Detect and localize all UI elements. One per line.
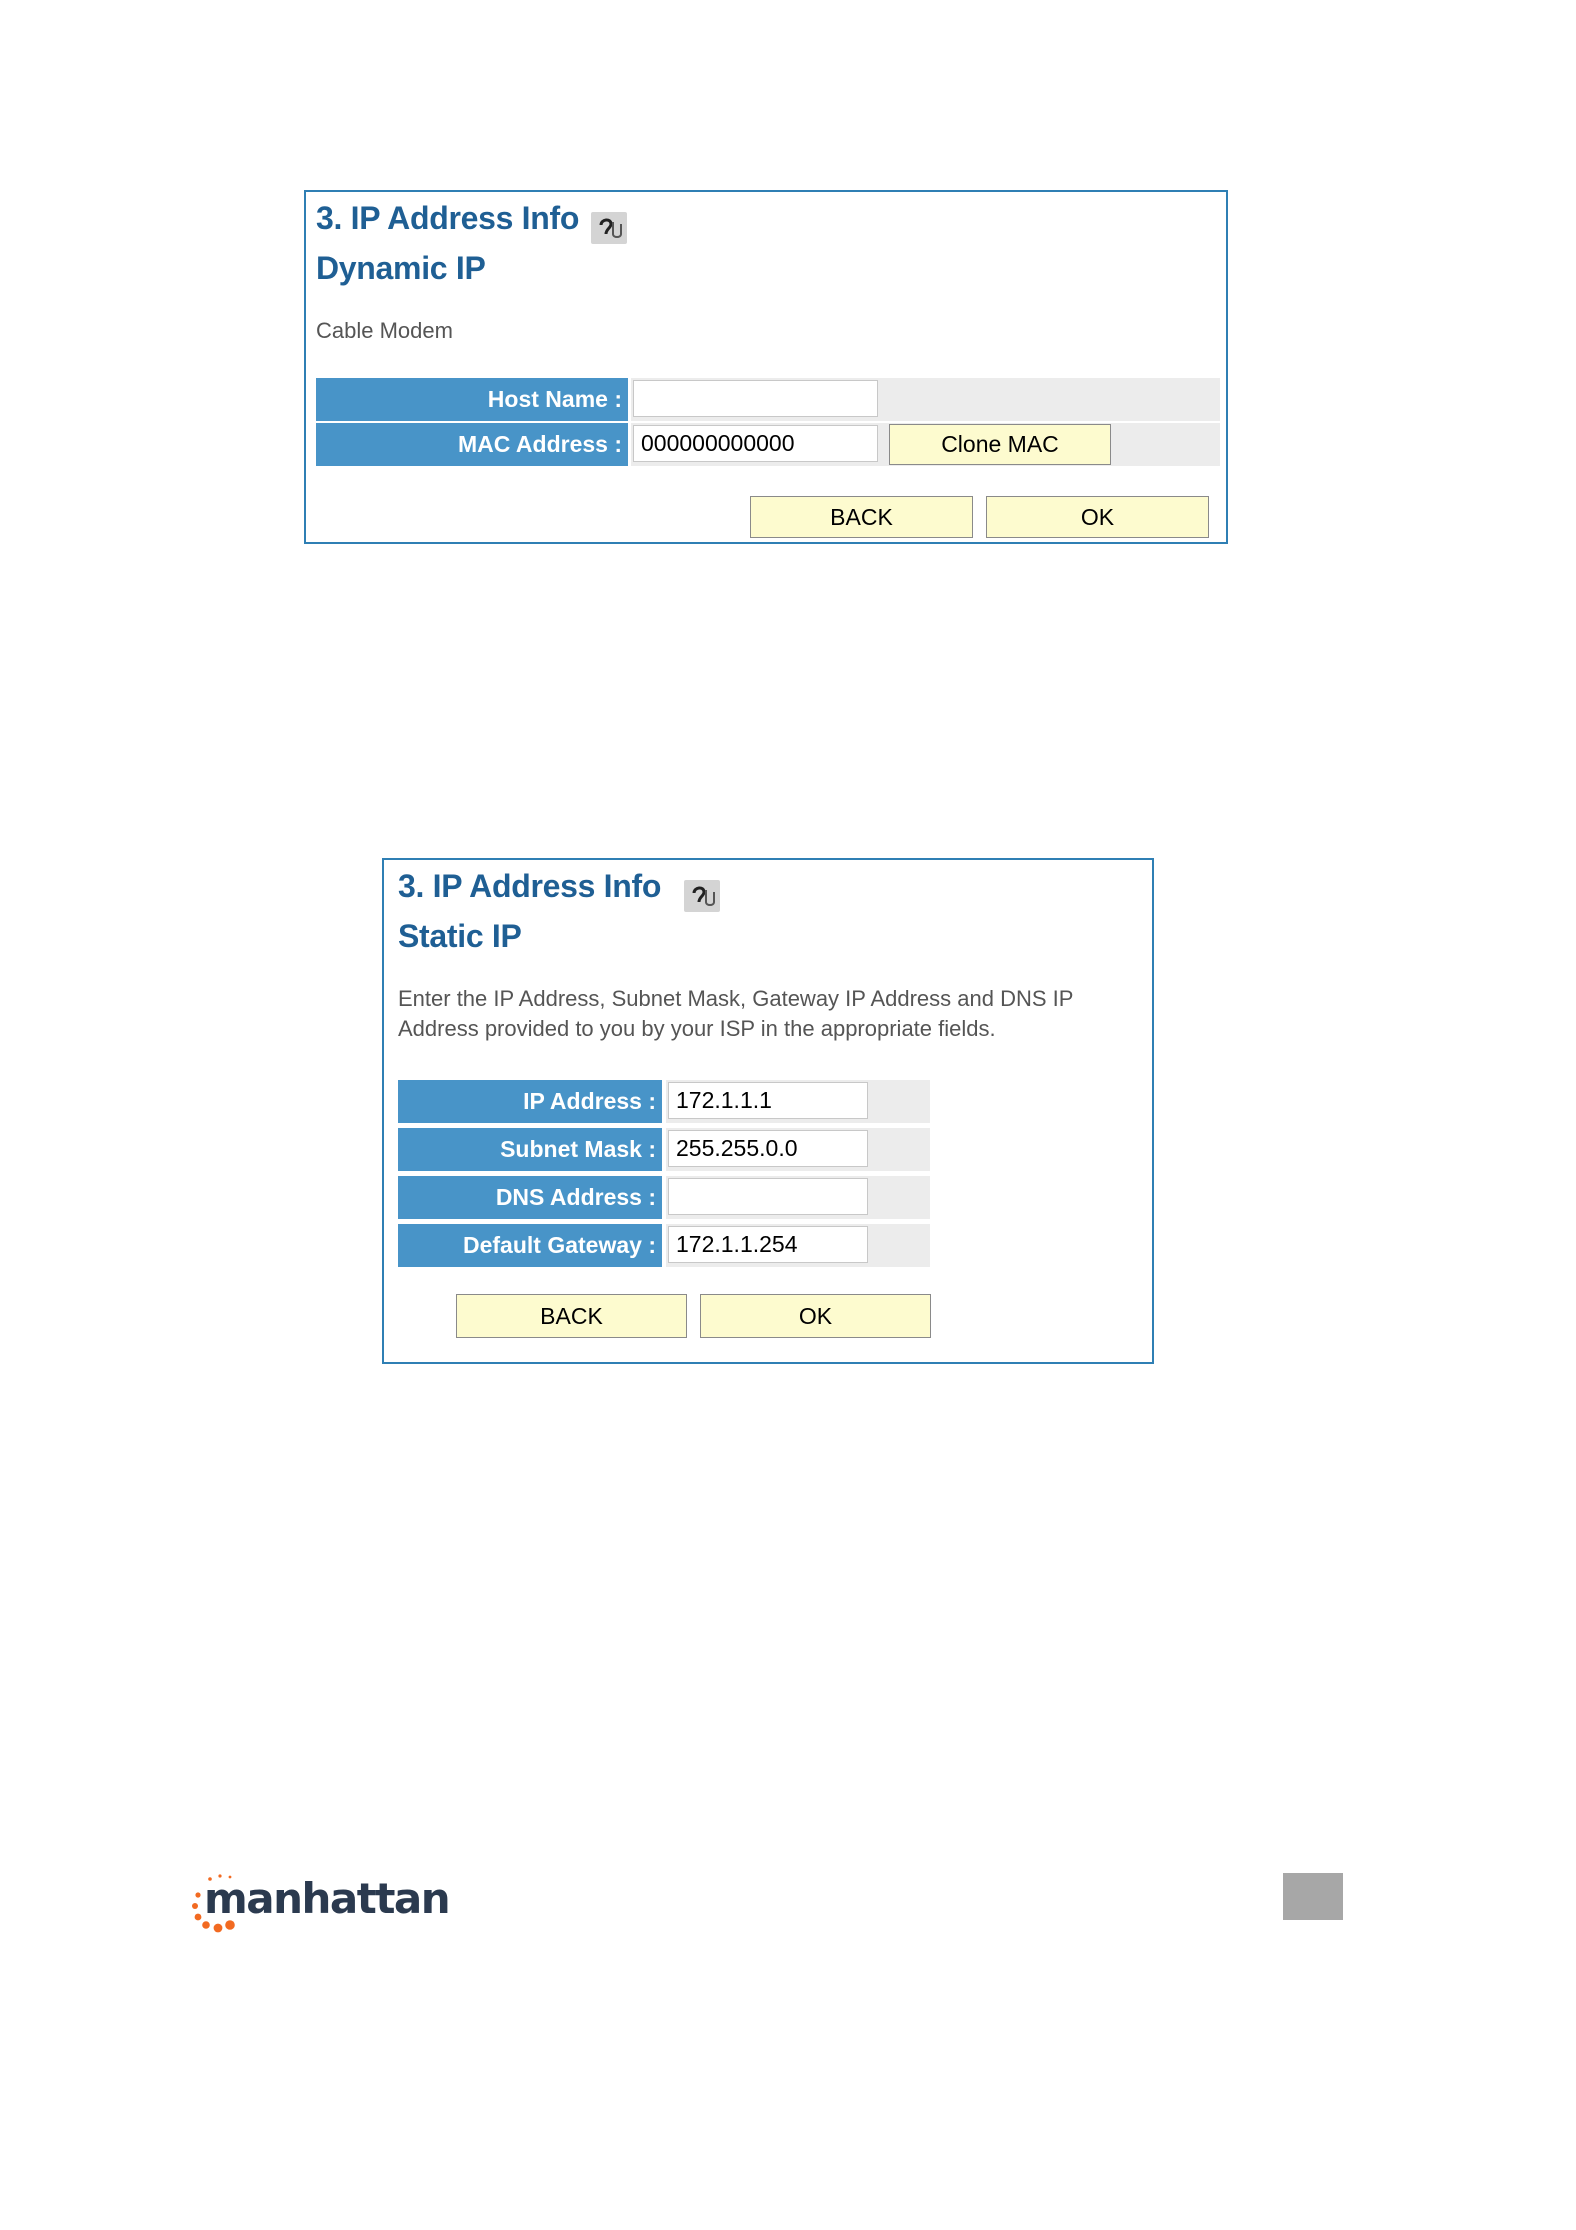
ip-address-row [398,1080,930,1123]
dynamic-ip-panel [304,190,1228,544]
default-gateway-label: Default Gateway : [398,1224,662,1267]
host-name-label: Host Name : [316,378,628,421]
svg-text:manhattan: manhattan [204,1874,450,1923]
mac-address-row [316,423,1216,466]
clone-mac-button[interactable]: Clone MAC [889,424,1111,465]
manhattan-logo [190,1865,450,1945]
ip-address-label: IP Address : [398,1080,662,1123]
subnet-mask-row [398,1128,930,1171]
host-name-row [316,378,1216,421]
description-text: Enter the IP Address, Subnet Mask, Gateway IP Address and DNS IP Address provided to you by your ISP in the appropriate fields. [398,986,1074,1041]
ip-address-input[interactable] [668,1082,868,1119]
mac-address-input[interactable] [633,425,878,462]
section-subtitle: Dynamic IP [316,250,486,286]
page-number-box [1283,1873,1343,1920]
static-ip-panel [382,858,1154,1364]
dns-address-label: DNS Address : [398,1176,662,1219]
description-text: Cable Modem [316,318,453,343]
back-button[interactable]: BACK [750,496,973,538]
subnet-mask-input[interactable] [668,1130,868,1167]
default-gateway-input[interactable] [668,1226,868,1263]
dns-address-row [398,1176,930,1219]
help-icon[interactable] [591,212,627,244]
ok-button[interactable]: OK [986,496,1209,538]
ok-button[interactable]: OK [700,1294,931,1338]
dns-address-input[interactable] [668,1178,868,1215]
help-icon[interactable] [684,880,720,912]
section-title: 3. IP Address Info [398,868,662,904]
default-gateway-row [398,1224,930,1267]
host-name-input[interactable] [633,380,878,417]
back-button[interactable]: BACK [456,1294,687,1338]
mac-address-label: MAC Address : [316,423,628,466]
section-subtitle: Static IP [398,918,522,954]
subnet-mask-label: Subnet Mask : [398,1128,662,1171]
section-title: 3. IP Address Info [316,200,580,236]
